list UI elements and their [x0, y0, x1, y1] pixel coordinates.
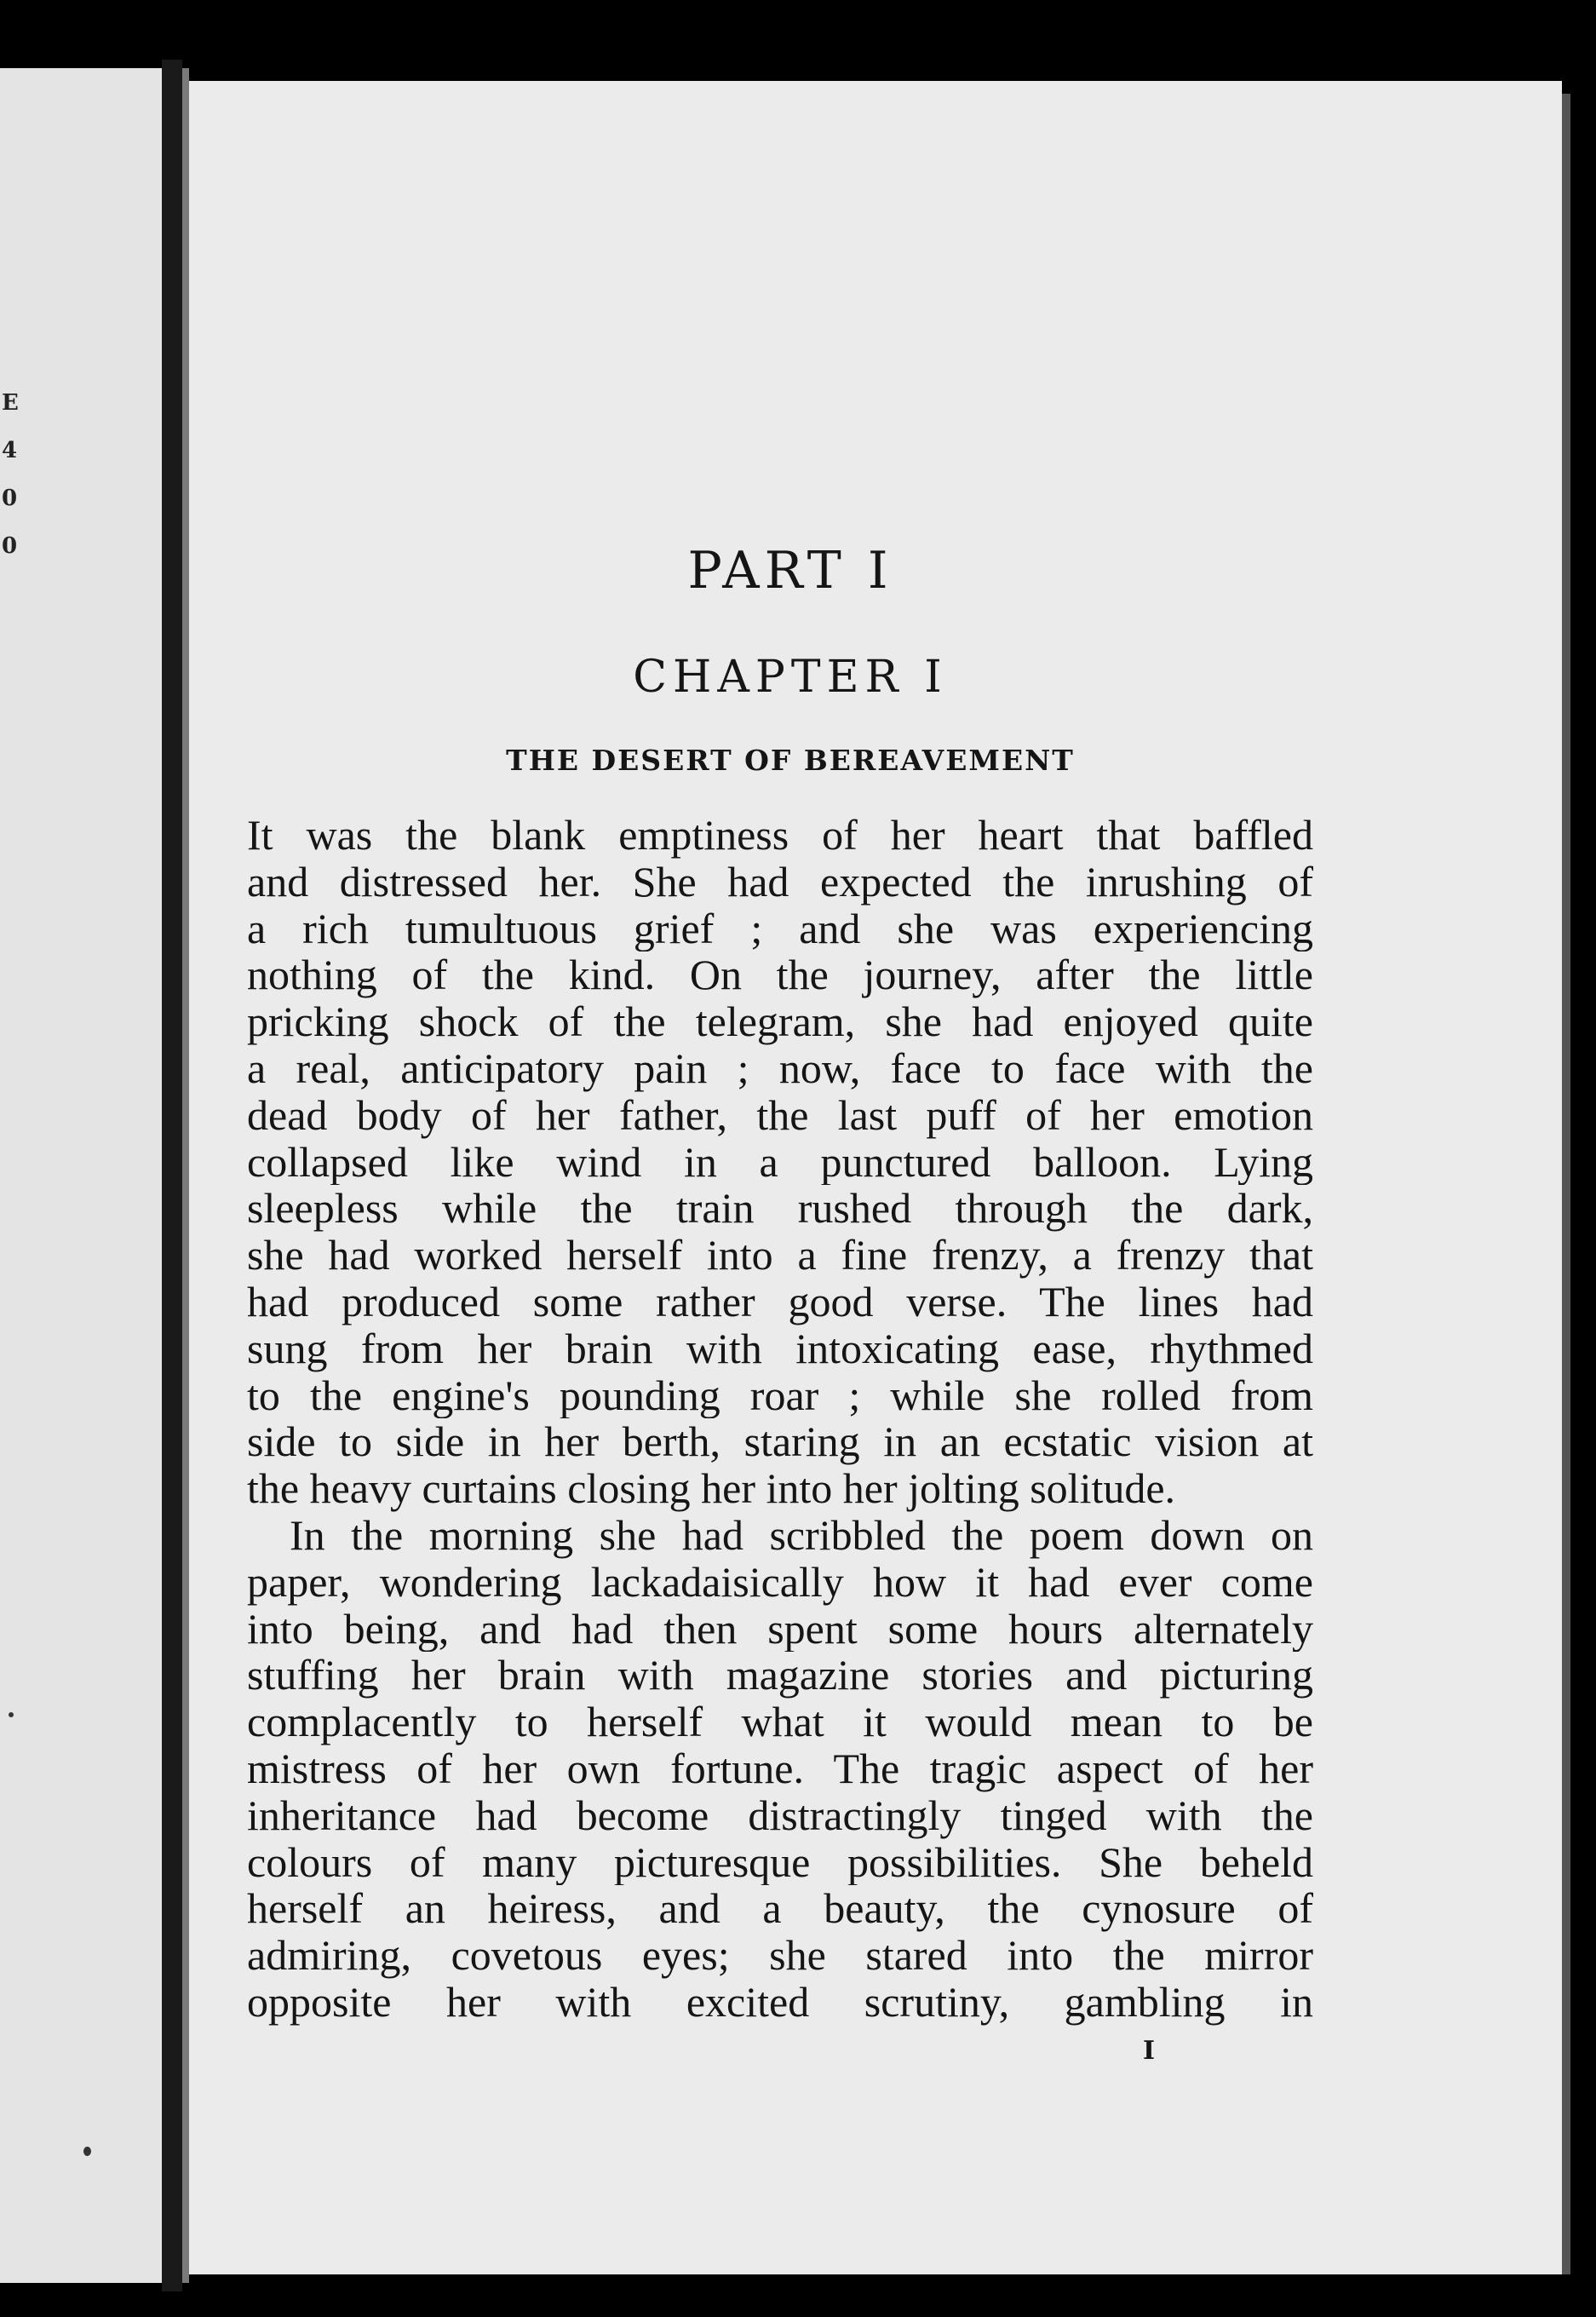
- chapter-body-text: [247, 812, 1313, 2026]
- text-line: collapsed like wind in a punctured balloon. Lying: [247, 1138, 1313, 1186]
- text-line: It was the blank emptiness of her heart that baffled: [247, 812, 1313, 859]
- chapter-title: CHAPTER I: [633, 652, 948, 703]
- text-line: inheritance had become distractingly tinged with the: [247, 1791, 1313, 1839]
- page-number: I: [1143, 2036, 1156, 2066]
- text-line: mistress of her own fortune. The tragic aspect of her: [247, 1745, 1313, 1792]
- text-line: nothing of the kind. On the journey, after the little: [247, 952, 1313, 999]
- text-line: the heavy curtains closing her into her jolting solitude.: [247, 1465, 1176, 1512]
- text-line: admiring, covetous eyes; she stared into the mirror: [247, 1932, 1313, 1979]
- text-line: complacently to herself what it would mean to be: [247, 1699, 1313, 1745]
- text-line: pricking shock of the telegram, she had enjoyed quite: [247, 998, 1313, 1045]
- previous-page-speck: [9, 1712, 14, 1717]
- part-title: PART I: [687, 541, 893, 601]
- text-line: opposite her with excited scrutiny, gambling in: [247, 1978, 1313, 2026]
- text-line: In the morning she had scribbled the poem down on: [290, 1511, 1313, 1559]
- page-right-shadow: [1562, 94, 1570, 2274]
- previous-page-speck: [83, 2147, 91, 2156]
- book-gutter: [162, 60, 182, 2291]
- previous-page-edge: [0, 68, 162, 2283]
- text-line: herself an heiress, and a beauty, the cynosure of: [247, 1885, 1313, 1933]
- text-line: into being, and had then spent some hours alternately: [247, 1605, 1313, 1653]
- text-line: dead body of her father, the last puff of her emotion: [247, 1091, 1313, 1139]
- text-line: sung from her brain with intoxicating ease, rhythmed: [247, 1325, 1313, 1372]
- text-line: to the engine's pounding roar ; while she rolled from: [247, 1371, 1313, 1419]
- page-edge-shadow: [182, 68, 189, 2283]
- book-page: [189, 81, 1562, 2274]
- text-line: a real, anticipatory pain ; now, face to face with the: [247, 1044, 1313, 1092]
- previous-page-margin-marks: E 4 0 0: [2, 390, 19, 559]
- chapter-subtitle: THE DESERT OF BEREAVEMENT: [506, 744, 1075, 777]
- text-line: a rich tumultuous grief ; and she was experiencing: [247, 905, 1313, 952]
- text-line: sleepless while the train rushed through the dark,: [247, 1185, 1313, 1233]
- text-line: side to side in her berth, staring in an ecstatic vision at: [247, 1418, 1313, 1466]
- text-line: and distressed her. She had expected the inrushing of: [247, 858, 1313, 906]
- text-line: colours of many picturesque possibilities. She beheld: [247, 1838, 1313, 1886]
- text-line: paper, wondering lackadaisically how it had ever come: [247, 1558, 1313, 1606]
- text-line: she had worked herself into a fine frenzy, a frenzy that: [247, 1232, 1313, 1279]
- text-line: had produced some rather good verse. The lines had: [247, 1278, 1313, 1325]
- text-line: stuffing her brain with magazine stories and picturing: [247, 1652, 1313, 1699]
